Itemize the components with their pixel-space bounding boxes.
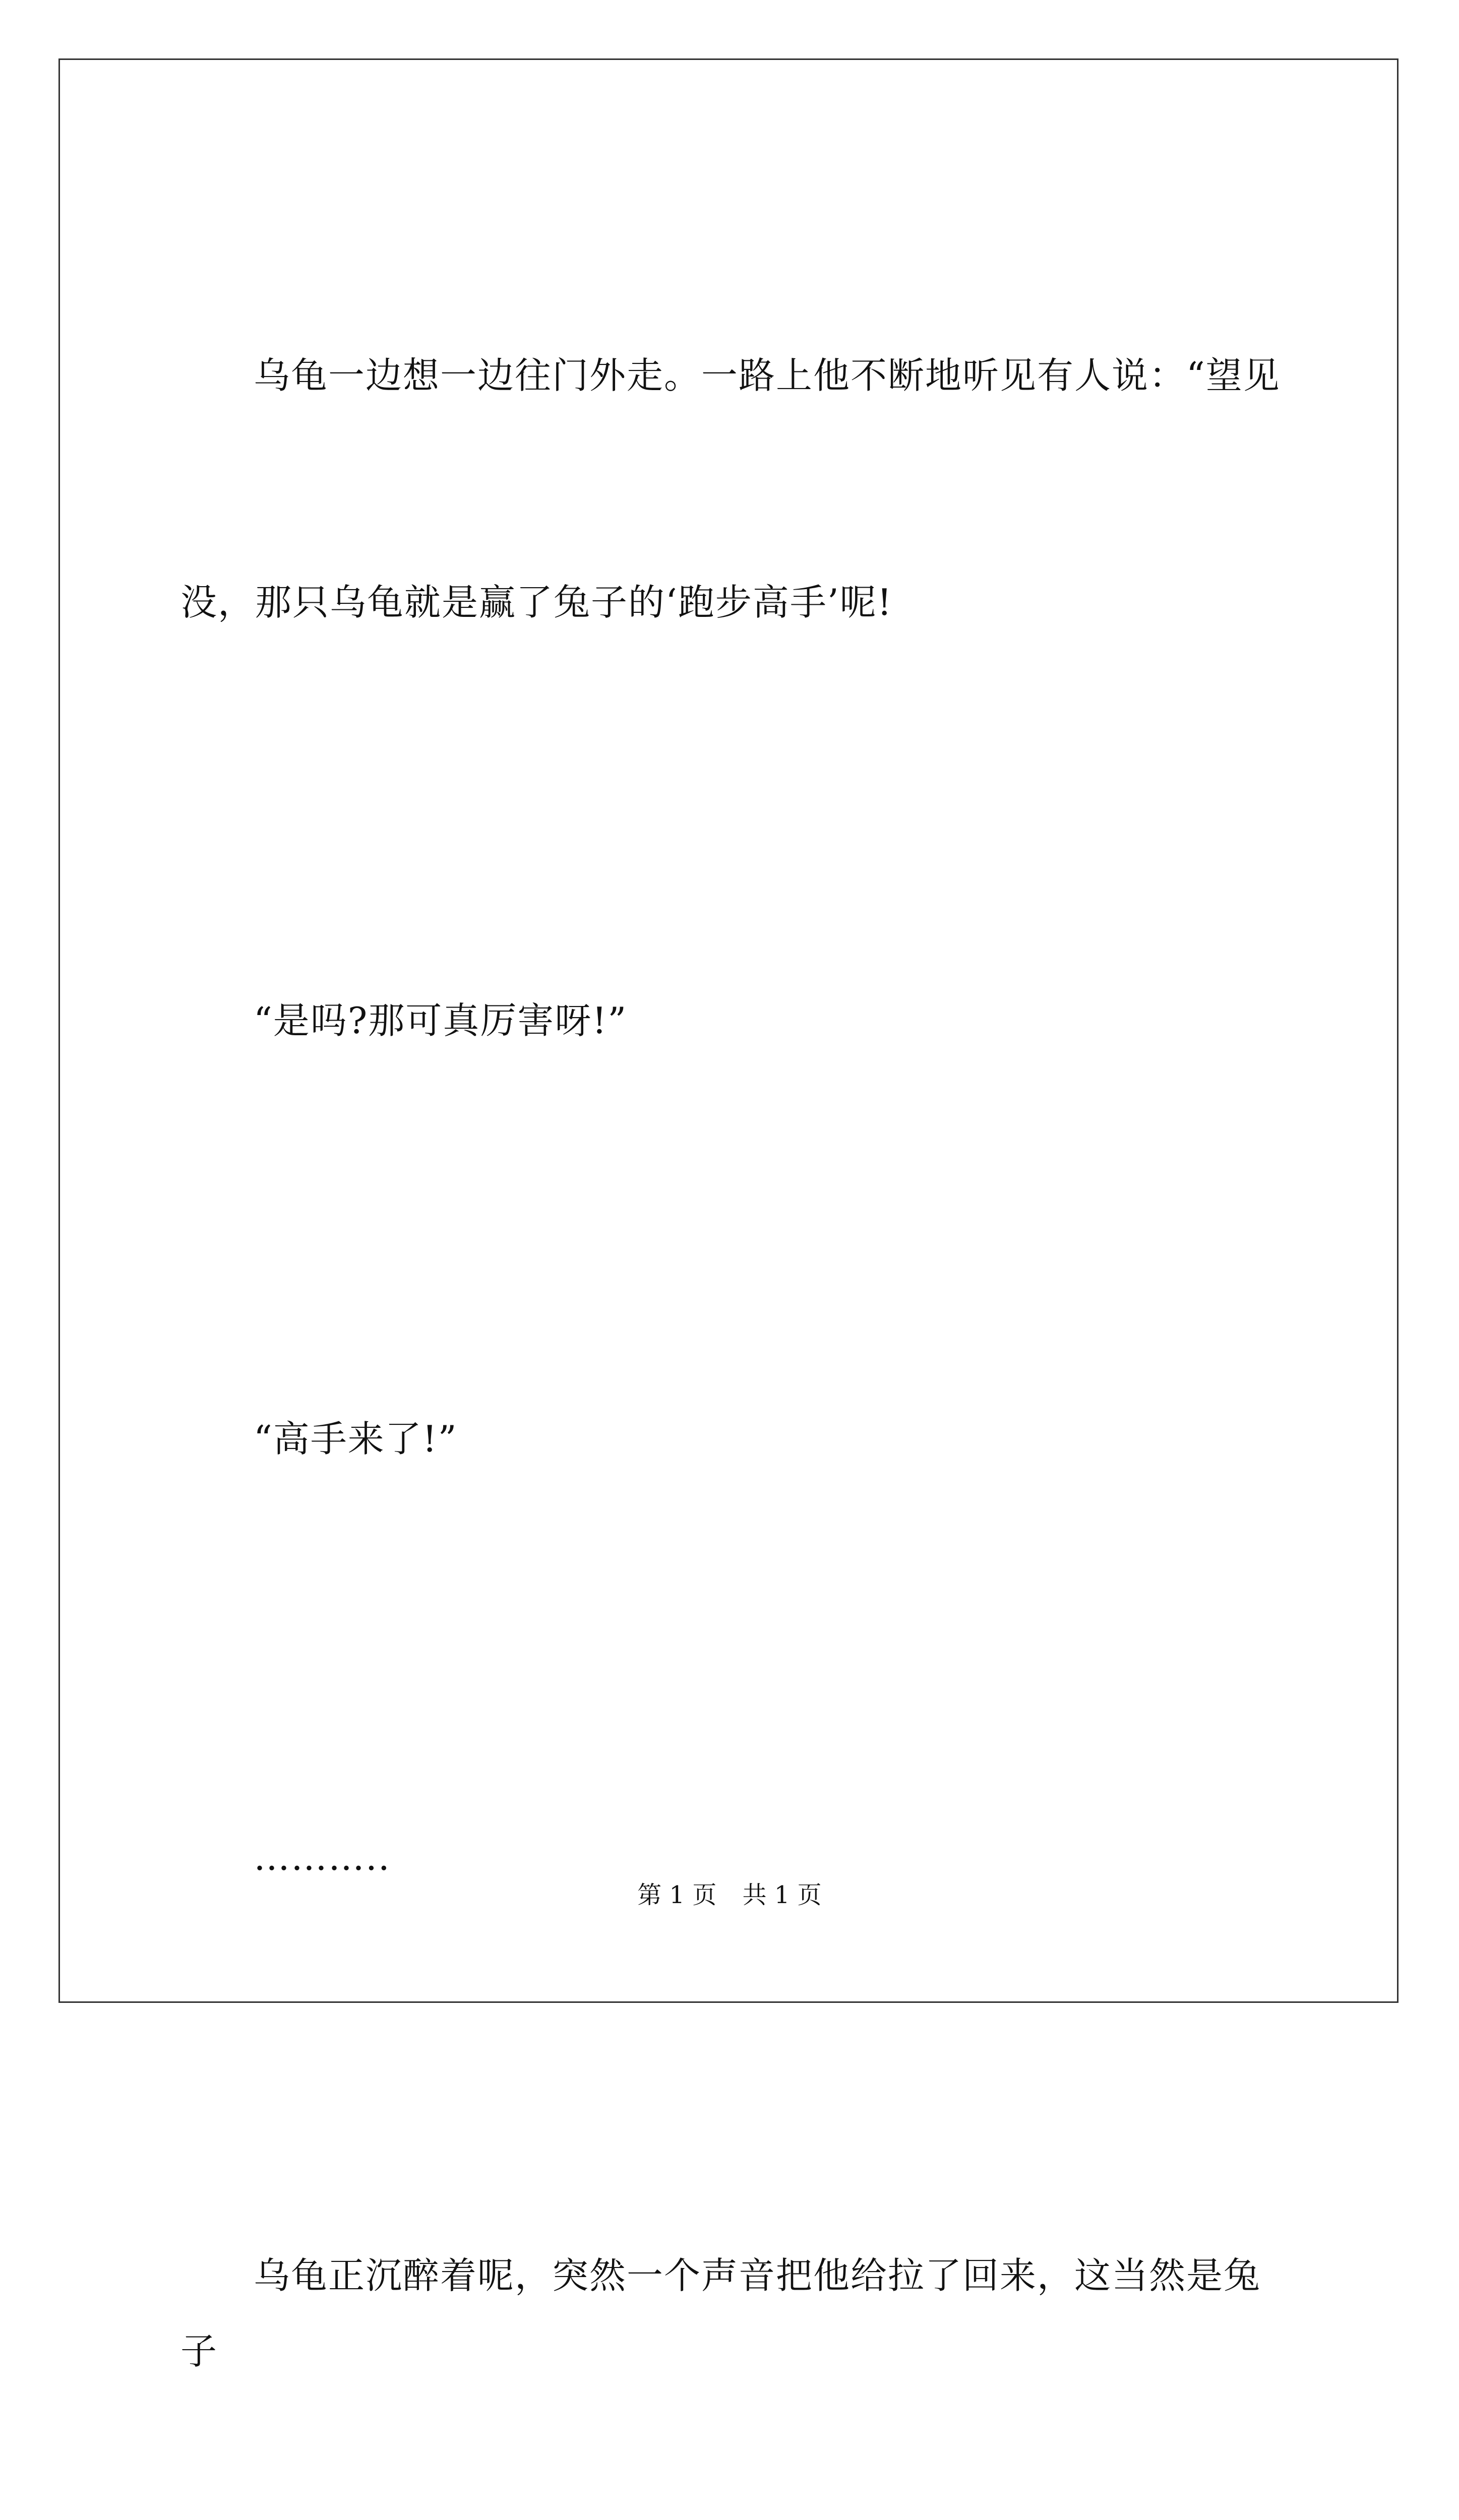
paragraph: [180, 1668, 1295, 2046]
page-number: 第 1 页: [637, 1881, 717, 1909]
paragraph: [180, 1250, 1295, 1628]
paragraph: [180, 186, 1295, 791]
page-total: 共 1 页: [742, 1881, 822, 1909]
page-footer: [0, 1880, 1459, 1910]
text-line: 乌龟正沉醉着呢，突然一个声音把他给拉了回来，这当然是兔子: [180, 2254, 1261, 2372]
text-line: “高手来了!”: [254, 1418, 458, 1460]
text-line: “是吗?那可真厉害呀!”: [254, 999, 628, 1042]
text-line: 乌龟一边想一边往门外走。一路上他不断地听见有人说：“望见: [254, 354, 1281, 397]
paragraph: [180, 2087, 1295, 2520]
paragraph: [180, 832, 1295, 1210]
text-line: ………..: [254, 1836, 391, 1878]
text-line: 没，那只乌龟就是赢了兔子的‘跑步高手’呢!: [180, 581, 893, 623]
document-body: [180, 186, 1295, 2520]
